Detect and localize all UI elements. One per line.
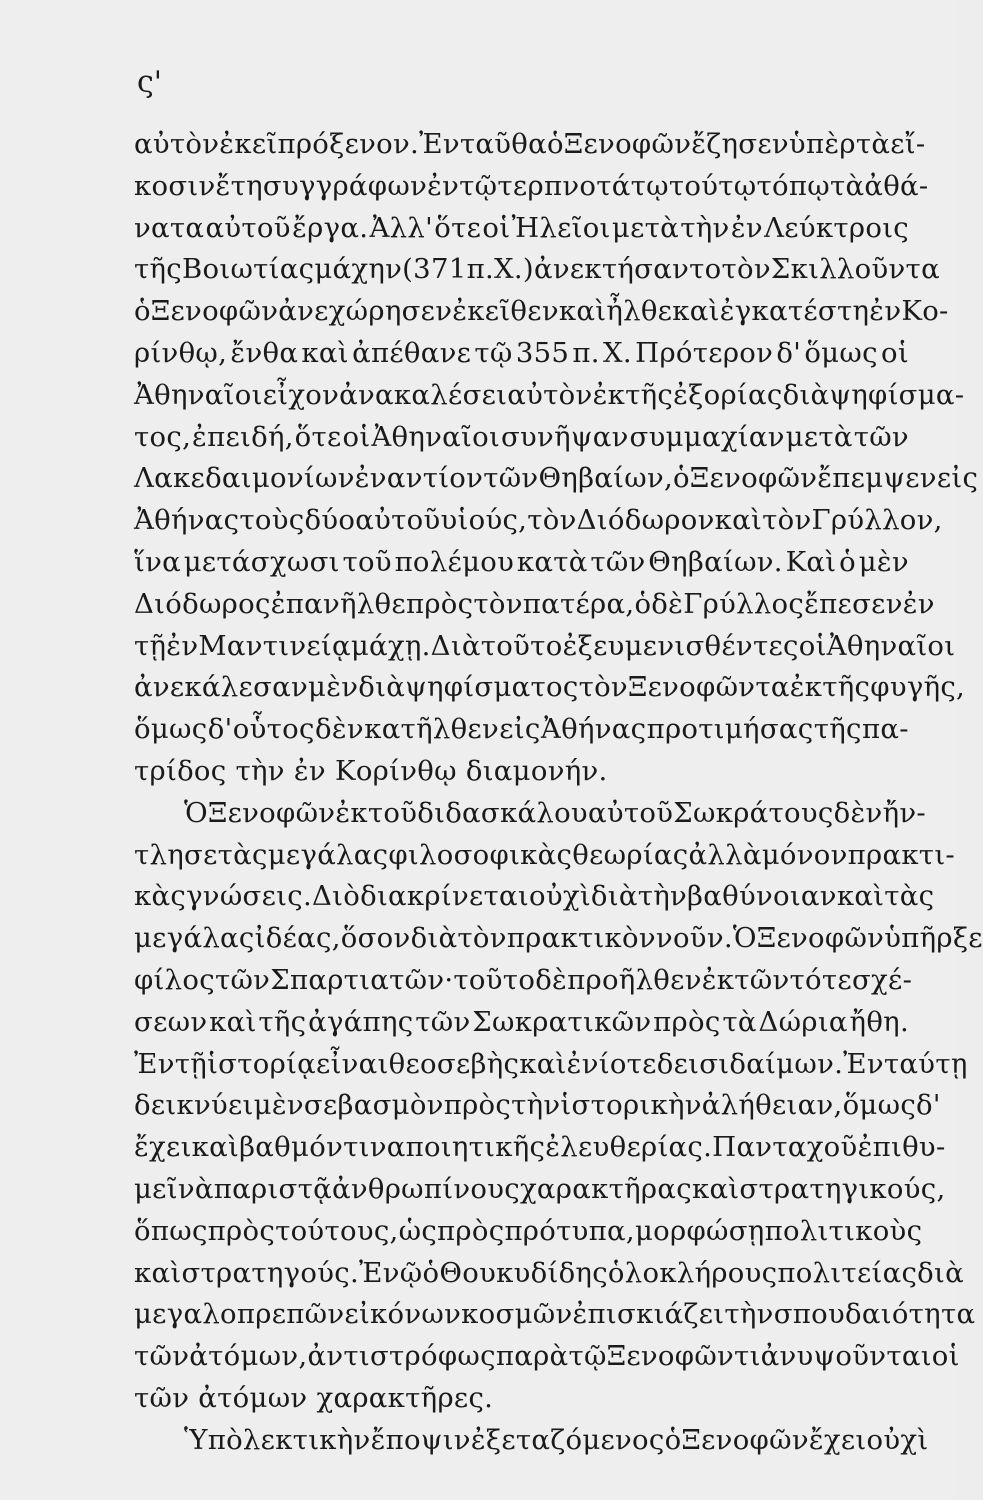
text-line: μεγάλας ἰδέας, ὅσον διὰ τὸν πρακτικὸν νοῦν. Ὁ Ξενοφῶν ὑπῆρξε	[134, 922, 983, 955]
text-line: νατα αὐτοῦ ἔργα. Ἀλλ' ὅτε οἱ Ἠλεῖοι μετὰ τὴν ἐν Λεύκτροις	[134, 211, 909, 244]
text-line: φίλος τῶν Σπαρτιατῶν· τοῦτο δὲ προῆλθεν ἐκ τῶν τότε σχέ-	[134, 963, 913, 996]
text-line: κὰς γνώσεις. Διὸ διακρίνεται οὐχὶ διὰ τὴν βαθύνοιαν καὶ τὰς	[134, 880, 935, 913]
text-line: μεῖ νὰ παριστᾷ ἀνθρωπίνους χαρακτῆρας καὶ στρατηγικούς,	[134, 1172, 946, 1205]
text-line: σεων καὶ τῆς ἀγάπης τῶν Σωκρατικῶν πρὸς τὰ Δώρια ἤθη.	[134, 1005, 909, 1038]
text-line: ἵνα μετάσχωσι τοῦ πολέμου κατὰ τῶν Θηβαίων. Καὶ ὁ μὲν	[134, 545, 909, 578]
text-line: τῶν ἀτόμων, ἀντιστρόφως παρὰ τῷ Ξενοφῶντι ἀνυψοῦνται οἱ	[134, 1340, 960, 1373]
text-line: ὅμως δ' οὗτος δὲν κατῆλθεν εἰς Ἀθήνας προτιμήσας τῆς πα-	[134, 713, 909, 746]
text-line: Ἀθήνας τοὺς δύο αὐτοῦ υἱούς, τὸν Διόδωρον καὶ τὸν Γρύλλον,	[134, 504, 943, 537]
text-line: ὁ Ξενοφῶν ἀνεχώρησεν ἐκεῖθεν καὶ ἦλθε καὶ ἐγκατέστη ἐν Κο-	[134, 295, 949, 328]
text-line: Διόδωρος ἐπανῆλθε πρὸς τὸν πατέρα, ὁ δὲ Γρύλλος ἔπεσεν ἐν	[134, 587, 935, 620]
text-line: τος, ἐπειδή, ὅτε οἱ Ἀθηναῖοι συνῆψαν συμμαχίαν μετὰ τῶν	[134, 420, 909, 453]
text-line: κοσιν ἔτη συγγράφων ἐν τῷ τερπνοτάτῳ τούτῳ τόπῳ τὰ ἀθά-	[134, 169, 929, 202]
text-line: ρίνθῳ, ἔνθα καὶ ἀπέθανε τῷ 355 π. Χ. Πρότερον δ' ὅμως οἱ	[134, 336, 909, 369]
text-line: ὅπως πρὸς τούτους, ὡς πρὸς πρότυπα, μορφώσῃ πολιτικοὺς	[134, 1214, 923, 1247]
text-line: τῇ ἐν Μαντινείᾳ μάχῃ. Διὰ τοῦτο ἐξευμενισθέντες οἱ Ἀθηναῖοι	[134, 629, 956, 662]
body-text	[134, 124, 983, 1462]
text-line: Ἐν τῇ ἱστορίᾳ εἶναι θεοσεβὴς καὶ ἐνίοτε δεισιδαίμων. Ἐν ταύτῃ	[134, 1047, 968, 1080]
text-line: Λακεδαιμονίων ἐναντίον τῶν Θηβαίων, ὁ Ξενοφῶν ἔπεμψεν εἰς	[134, 462, 979, 495]
text-line: αὐτὸν ἐκεῖ πρόξενον. Ἐνταῦθα ὁ Ξενοφῶν ἔζησεν ὑπὲρ τὰ εἴ-	[134, 128, 926, 160]
text-line: μεγαλοπρεπῶν εἰκόνων κοσμῶν ἐπισκιάζει τὴν σπουδαιότητα	[134, 1298, 976, 1331]
text-line: τλησε τὰς μεγάλας φιλοσοφικὰς θεωρίας ἀλλὰ μόνον πρακτι-	[134, 838, 955, 871]
text-line: τρίδος τὴν ἐν Κορίνθῳ διαμονήν.	[134, 754, 608, 787]
text-line: καὶ στρατηγούς. Ἐνῷ ὁ Θουκυδίδης ὁλοκλήρους πολιτείας διὰ	[134, 1256, 964, 1289]
text-line: Ὑπὸ λεκτικὴν ἔποψιν ἐξεταζόμενος ὁ Ξενοφῶν ἔχει οὐχὶ	[184, 1423, 929, 1456]
text-line: τῆς Βοιωτίας μάχην (371 π. Χ.) ἀνεκτήσαντο τὸν Σκιλλοῦντα	[134, 253, 940, 286]
page-number: ς'	[137, 65, 163, 100]
text-line: ἀνεκάλεσαν μὲν διὰ ψηφίσματος τὸν Ξενοφῶντα ἐκ τῆς φυγῆς,	[134, 671, 966, 704]
text-line: δεικνύει μὲν σεβασμὸν πρὸς τὴν ἱστορικὴν ἀλήθειαν, ὅμως δ'	[134, 1089, 941, 1122]
text-line: ἔχει καὶ βαθμόν τινα ποιητικῆς ἐλευθερίας. Πανταχοῦ ἐπιθυ-	[134, 1131, 946, 1164]
text-line: Ἀθηναῖοι εἶχον ἀνακαλέσει αὐτὸν ἐκ τῆς ἐξορίας διὰ ψηφίσμα-	[134, 378, 965, 411]
text-line: Ὁ Ξενοφῶν ἐκ τοῦ διδασκάλου αὐτοῦ Σωκράτους δὲν ἤν-	[184, 796, 926, 829]
text-line: τῶν ἀτόμων χαρακτῆρες.	[134, 1381, 494, 1414]
